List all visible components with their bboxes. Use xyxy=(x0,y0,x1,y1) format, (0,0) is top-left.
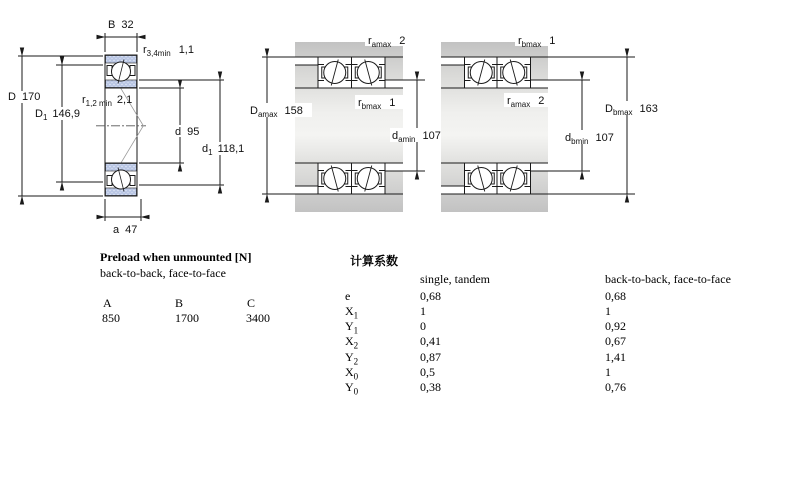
factor-row-single: 0,5 xyxy=(420,365,435,379)
label-Dbmax: $D_{bmax}$ 163 xyxy=(605,103,658,117)
dim-label-r12: $r_{1,2 min}$ 2,1 xyxy=(82,94,133,108)
factor-row-single: 0,38 xyxy=(420,380,441,394)
preload-value-B: 1700 xyxy=(175,311,199,325)
bearing-b-bottom-right xyxy=(497,163,531,194)
factor-row-single: 1 xyxy=(420,304,426,318)
single-bearing-view xyxy=(5,19,247,236)
preload-value-A: 850 xyxy=(102,311,120,325)
dim-label-d1: $d_1$ 118,1 xyxy=(202,143,245,157)
factor-row-label: $Y_2$ xyxy=(345,350,359,367)
label-ra-top: $r_{amax}$ 2 xyxy=(368,35,406,49)
factor-row-btb: 0,68 xyxy=(605,289,626,303)
preload-col-C: C xyxy=(247,296,256,310)
factor-row-btb: 0,76 xyxy=(605,380,626,394)
dim-label-a: a 47 xyxy=(113,224,138,236)
bearing-b-bottom-left xyxy=(465,163,499,194)
factor-row-label: e xyxy=(345,289,351,303)
factors-col1-header: single, tandem xyxy=(420,272,490,286)
label-damin: $d_{amin}$ 107 xyxy=(392,130,441,144)
arrangement-view-a xyxy=(247,33,452,212)
factors-table-title: 计算系数 xyxy=(350,254,399,268)
factor-row-btb: 1 xyxy=(605,304,611,318)
label-ra-inner: $r_{amax}$ 2 xyxy=(507,95,545,109)
bearing-b-top-left xyxy=(465,57,499,88)
label-Damax: $D_{amax}$ 158 xyxy=(250,105,303,119)
bearing-a-bottom-right xyxy=(352,163,386,194)
preload-value-C: 3400 xyxy=(246,311,270,325)
label-rb-top: $r_{bmax}$ 1 xyxy=(518,35,556,49)
dim-label-D1: $D_1$ 146,9 xyxy=(35,108,80,122)
factor-row-label: $X_1$ xyxy=(345,304,359,321)
dim-label-d: d 95 xyxy=(175,126,200,138)
labels-left-view xyxy=(5,19,247,236)
bearing-section-bottom xyxy=(105,163,137,196)
factor-row-label: $Y_0$ xyxy=(345,380,359,397)
factor-row-single: 0 xyxy=(420,319,426,333)
factor-row-label: $X_0$ xyxy=(345,365,359,382)
factor-row-btb: 0,67 xyxy=(605,334,626,348)
calculation-factors-table xyxy=(345,250,795,400)
dim-label-B: B 32 xyxy=(108,19,134,31)
label-dbmin: $d_{bmin}$ 107 xyxy=(565,132,614,146)
factors-col2-header: back-to-back, face-to-face xyxy=(605,272,731,286)
factor-row-label: $Y_1$ xyxy=(345,319,359,336)
factor-row-btb: 0,92 xyxy=(605,319,626,333)
factor-row-btb: 1 xyxy=(605,365,611,379)
factor-row-single: 0,41 xyxy=(420,334,441,348)
factor-row-single: 0,68 xyxy=(420,289,441,303)
bearing-a-top-right xyxy=(352,57,386,88)
dim-label-r34: $r_{3,4min}$ 1,1 xyxy=(143,44,194,58)
dim-label-D: D 170 xyxy=(8,91,41,103)
bearing-a-top-left xyxy=(318,57,352,88)
preload-table-subtitle: back-to-back, face-to-face xyxy=(100,266,226,280)
bearing-section-top xyxy=(105,55,137,88)
bearing-b-top-right xyxy=(497,57,531,88)
factor-row-label: $X_2$ xyxy=(345,334,359,351)
factor-row-single: 0,87 xyxy=(420,350,441,364)
preload-table-title: Preload when unmounted [N] xyxy=(100,250,252,264)
factor-row-btb: 1,41 xyxy=(605,350,626,364)
preload-col-B: B xyxy=(175,296,184,310)
label-rb-inner: $r_{bmax}$ 1 xyxy=(358,97,396,111)
bearing-a-bottom-left xyxy=(318,163,352,194)
arrangement-view-b xyxy=(441,33,667,212)
preload-table xyxy=(100,250,330,340)
preload-col-A: A xyxy=(103,296,112,310)
